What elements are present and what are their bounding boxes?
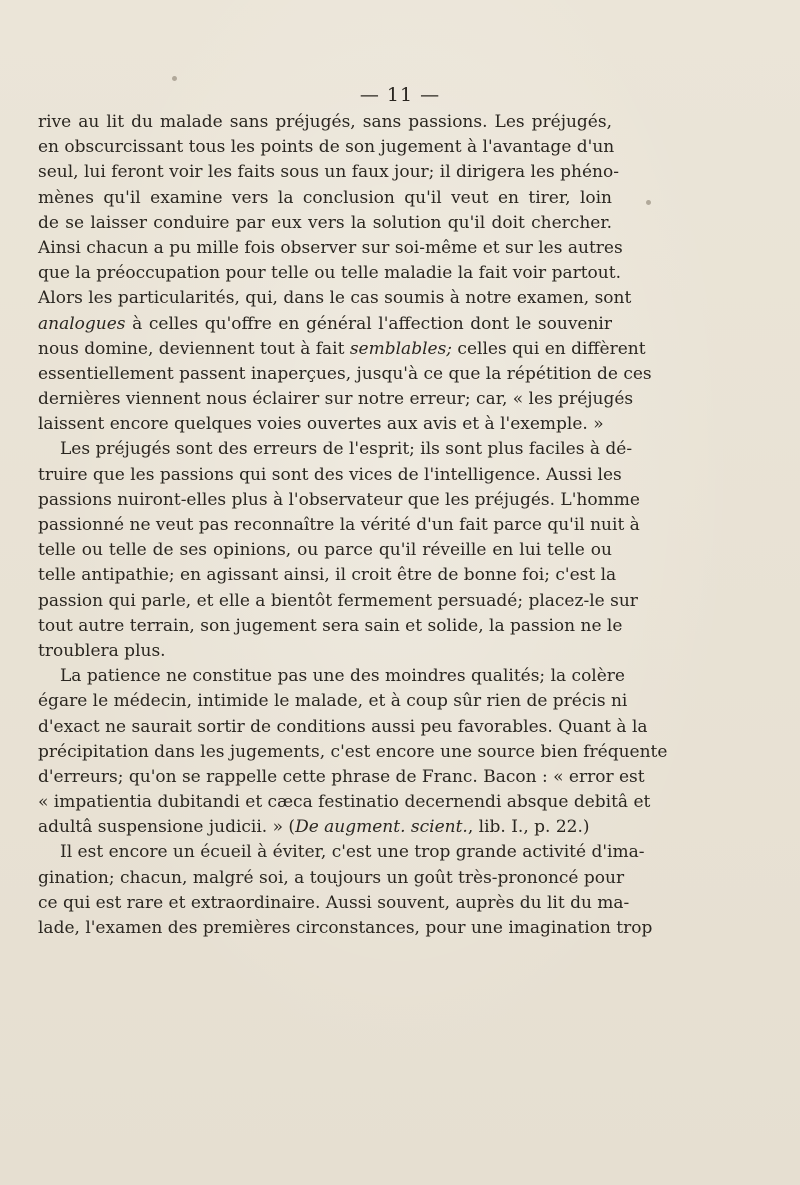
text-run: nous domine, deviennent tout à fait bbox=[38, 338, 350, 359]
paper-speck bbox=[172, 76, 177, 81]
text-line: essentiellement passent inaperçues, jusqu'à ce que la répétition de ces bbox=[38, 363, 652, 384]
text-line: gination; chacun, malgré soi, a toujours un goût très-prononcé pour bbox=[38, 867, 625, 888]
paragraph-start-line: Les préjugés sont des erreurs de l'esprit; ils sont plus faciles à dé- bbox=[60, 439, 633, 460]
italic-term: semblables; bbox=[349, 338, 453, 359]
paragraph-start-line: Il est encore un écueil à éviter, c'est une trop grande activité d'ima- bbox=[60, 842, 645, 863]
text-line bbox=[38, 815, 612, 840]
text-line: égare le médecin, intimide le malade, et à coup sûr rien de précis ni bbox=[38, 691, 628, 712]
text-line: lade, l'examen des premières circonstances, pour une imagination trop bbox=[38, 918, 653, 938]
text-line: laissent encore quelques voies ouvertes aux avis et à l'exemple. » bbox=[38, 414, 604, 435]
text-line: de se laisser conduire par eux vers la solution qu'il doit chercher. bbox=[38, 212, 612, 233]
text-line: dernières viennent nous éclairer sur notre erreur; car, « les préjugés bbox=[38, 389, 634, 410]
text-line: en obscurcissant tous les points de son jugement à l'avantage d'un bbox=[38, 137, 615, 158]
text-line: telle ou telle de ses opinions, ou parce qu'il réveille en lui telle ou bbox=[38, 540, 612, 561]
text-line bbox=[38, 312, 612, 337]
text-line: mènes qu'il examine vers la conclusion qu'il veut en tirer, loin bbox=[38, 187, 612, 208]
text-line: Alors les particularités, qui, dans le cas soumis à notre examen, sont bbox=[38, 288, 632, 309]
text-line: d'erreurs; qu'on se rappelle cette phrase de Franc. Bacon : « error est bbox=[38, 766, 645, 787]
text-line: précipitation dans les jugements, c'est encore une source bien fréquente bbox=[38, 741, 668, 762]
text-line: seul, lui feront voir les faits sous un faux jour; il dirigera les phéno- bbox=[38, 162, 619, 183]
italic-citation: De augment. scient. bbox=[295, 817, 468, 838]
text-line: passion qui parle, et elle a bientôt fermement persuadé; placez-le sur bbox=[38, 590, 638, 611]
text-run: celles qui en diffèrent bbox=[452, 338, 646, 359]
text-line: passions nuiront-elles plus à l'observateur que les préjugés. L'homme bbox=[38, 489, 640, 510]
italic-term: analogues bbox=[38, 313, 126, 334]
text-run: à celles qu'offre en général l'affection dont le souvenir bbox=[125, 313, 612, 334]
text-line: rive au lit du malade sans préjugés, sans passions. Les préjugés, bbox=[38, 112, 612, 132]
text-line: troublera plus. bbox=[38, 640, 166, 661]
text-line: Ainsi chacun a pu mille fois observer sur soi-même et sur les autres bbox=[38, 237, 623, 258]
body-text bbox=[38, 110, 668, 941]
text-line: « impatientia dubitandi et cæca festinatio decernendi absque debitâ et bbox=[38, 792, 651, 813]
paper-speck bbox=[646, 200, 651, 205]
text-line: telle antipathie; en agissant ainsi, il croit être de bonne foi; c'est la bbox=[38, 565, 617, 586]
text-run: , lib. I., p. 22.) bbox=[467, 817, 590, 838]
text-line: tout autre terrain, son jugement sera sain et solide, la passion ne le bbox=[38, 615, 623, 636]
text-line: d'exact ne saurait sortir de conditions aussi peu favorables. Quant à la bbox=[38, 716, 648, 737]
text-run: adultâ suspensione judicii. » ( bbox=[38, 817, 296, 838]
text-line: passionné ne veut pas reconnaître la vérité d'un fait parce qu'il nuit à bbox=[38, 515, 640, 535]
text-line: que la préoccupation pour telle ou telle maladie la fait voir partout. bbox=[38, 263, 621, 284]
text-line: truire que les passions qui sont des vices de l'intelligence. Aussi les bbox=[38, 464, 622, 485]
page-number: — 11 — bbox=[359, 84, 441, 106]
text-line bbox=[38, 337, 646, 362]
text-line: ce qui est rare et extraordinaire. Aussi souvent, auprès du lit du ma- bbox=[38, 892, 630, 913]
paragraph-start-line: La patience ne constitue pas une des moindres qualités; la colère bbox=[60, 666, 625, 687]
